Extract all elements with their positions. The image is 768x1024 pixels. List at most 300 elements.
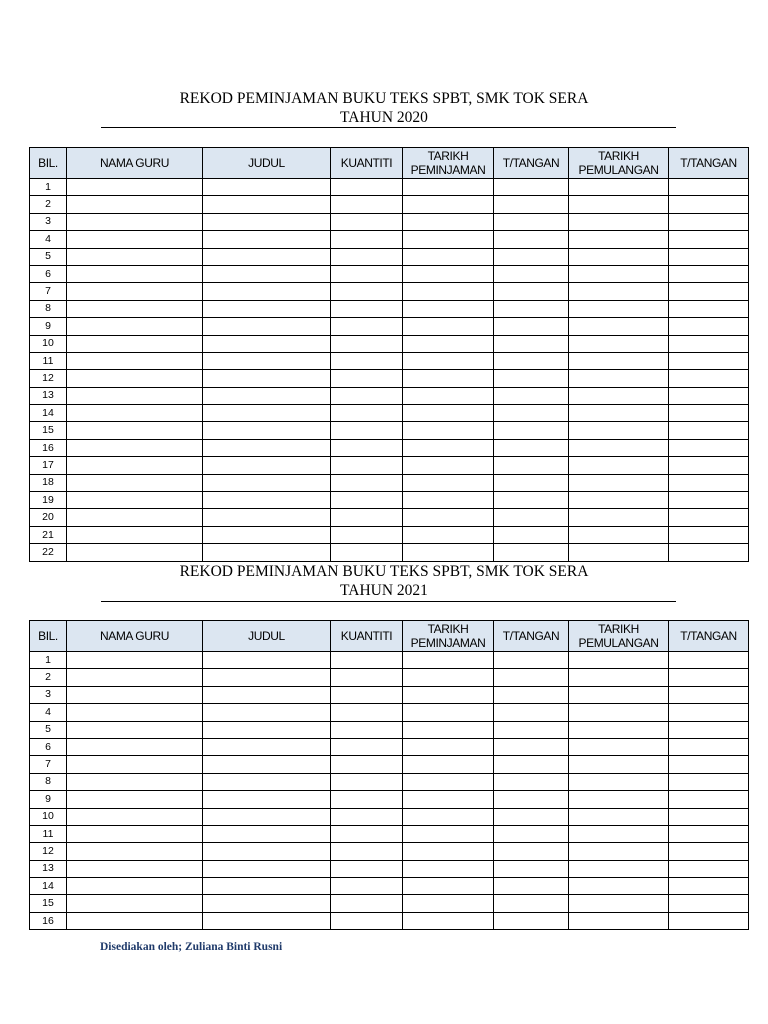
blank-cell <box>669 265 749 282</box>
blank-cell <box>331 704 403 721</box>
blank-cell <box>403 773 494 790</box>
blank-cell <box>203 773 331 790</box>
blank-cell <box>331 405 403 422</box>
blank-cell <box>494 300 569 317</box>
column-header-label: TARIKH <box>427 149 469 163</box>
column-header <box>403 148 494 179</box>
blank-cell <box>669 895 749 912</box>
blank-cell <box>494 248 569 265</box>
blank-cell <box>569 405 669 422</box>
blank-cell <box>403 457 494 474</box>
blank-cell <box>203 283 331 300</box>
row-number: 9 <box>30 318 67 335</box>
blank-cell <box>331 422 403 439</box>
column-header-label: NAMA GURU <box>99 156 170 170</box>
row-number: 12 <box>30 370 67 387</box>
blank-cell <box>669 912 749 929</box>
blank-cell <box>403 179 494 196</box>
blank-cell <box>67 721 203 738</box>
table-row <box>30 248 749 265</box>
blank-cell <box>403 492 494 509</box>
section-title-line2: TAHUN 2020 <box>340 109 428 126</box>
blank-cell <box>403 860 494 877</box>
blank-cell <box>494 843 569 860</box>
blank-cell <box>669 878 749 895</box>
blank-cell <box>403 265 494 282</box>
column-header-label: KUANTITI <box>340 629 393 643</box>
blank-cell <box>403 370 494 387</box>
table-row <box>30 318 749 335</box>
blank-cell <box>669 738 749 755</box>
blank-cell <box>569 439 669 456</box>
blank-cell <box>403 791 494 808</box>
row-number: 12 <box>30 843 67 860</box>
blank-cell <box>331 912 403 929</box>
blank-cell <box>203 526 331 543</box>
blank-cell <box>203 912 331 929</box>
blank-cell <box>403 756 494 773</box>
column-header-label: JUDUL <box>248 156 285 170</box>
blank-cell <box>669 422 749 439</box>
blank-cell <box>403 738 494 755</box>
row-number: 10 <box>30 808 67 825</box>
row-number: 18 <box>30 474 67 491</box>
blank-cell <box>67 213 203 230</box>
blank-cell <box>67 704 203 721</box>
table-row <box>30 509 749 526</box>
blank-cell <box>203 335 331 352</box>
blank-cell <box>67 652 203 669</box>
blank-cell <box>67 738 203 755</box>
blank-cell <box>67 231 203 248</box>
row-number: 15 <box>30 422 67 439</box>
blank-cell <box>569 808 669 825</box>
row-number: 16 <box>30 439 67 456</box>
blank-cell <box>669 248 749 265</box>
blank-cell <box>203 895 331 912</box>
blank-cell <box>403 213 494 230</box>
blank-cell <box>331 352 403 369</box>
row-number: 2 <box>30 669 67 686</box>
column-header-label: TARIKH <box>598 149 639 163</box>
column-header <box>331 621 403 652</box>
blank-cell <box>669 721 749 738</box>
blank-cell <box>569 248 669 265</box>
prepared-by-note: Disediakan oleh; Zuliana Binti Rusni <box>100 941 283 953</box>
row-number: 3 <box>30 686 67 703</box>
blank-cell <box>494 721 569 738</box>
blank-cell <box>203 405 331 422</box>
table-row <box>30 808 749 825</box>
blank-cell <box>331 300 403 317</box>
table-row <box>30 457 749 474</box>
blank-cell <box>569 457 669 474</box>
row-number: 5 <box>30 721 67 738</box>
blank-cell <box>494 860 569 877</box>
blank-cell <box>67 439 203 456</box>
blank-cell <box>331 738 403 755</box>
blank-cell <box>569 721 669 738</box>
blank-cell <box>203 300 331 317</box>
column-header-label: BIL. <box>38 629 58 643</box>
blank-cell <box>569 544 669 561</box>
table-row <box>30 791 749 808</box>
table-header-row <box>30 148 749 179</box>
blank-cell <box>67 808 203 825</box>
row-number: 8 <box>30 300 67 317</box>
blank-cell <box>569 843 669 860</box>
blank-cell <box>67 843 203 860</box>
blank-cell <box>569 509 669 526</box>
table-row <box>30 721 749 738</box>
blank-cell <box>403 895 494 912</box>
blank-cell <box>494 405 569 422</box>
blank-cell <box>403 843 494 860</box>
blank-cell <box>669 669 749 686</box>
blank-cell <box>67 248 203 265</box>
blank-cell <box>331 492 403 509</box>
blank-cell <box>494 895 569 912</box>
blank-cell <box>331 283 403 300</box>
column-header <box>494 148 569 179</box>
blank-cell <box>494 179 569 196</box>
blank-cell <box>331 686 403 703</box>
blank-cell <box>494 773 569 790</box>
column-header <box>403 621 494 652</box>
blank-cell <box>494 387 569 404</box>
blank-cell <box>403 509 494 526</box>
blank-cell <box>403 196 494 213</box>
blank-cell <box>569 335 669 352</box>
blank-cell <box>494 352 569 369</box>
blank-cell <box>67 318 203 335</box>
column-header-label: JUDUL <box>248 629 285 643</box>
table-row <box>30 526 749 543</box>
blank-cell <box>331 773 403 790</box>
blank-cell <box>569 825 669 842</box>
blank-cell <box>669 474 749 491</box>
blank-cell <box>203 422 331 439</box>
blank-cell <box>331 231 403 248</box>
blank-cell <box>331 265 403 282</box>
blank-cell <box>67 370 203 387</box>
blank-cell <box>494 738 569 755</box>
blank-cell <box>331 843 403 860</box>
blank-cell <box>331 825 403 842</box>
blank-cell <box>669 843 749 860</box>
column-header <box>669 148 749 179</box>
column-header-label: TARIKH <box>427 622 469 636</box>
blank-cell <box>331 439 403 456</box>
blank-cell <box>669 509 749 526</box>
blank-cell <box>67 773 203 790</box>
blank-cell <box>403 405 494 422</box>
blank-cell <box>203 439 331 456</box>
column-header <box>203 148 331 179</box>
blank-cell <box>203 843 331 860</box>
row-number: 16 <box>30 912 67 929</box>
row-number: 19 <box>30 492 67 509</box>
row-number: 6 <box>30 738 67 755</box>
blank-cell <box>494 808 569 825</box>
blank-cell <box>403 335 494 352</box>
blank-cell <box>569 686 669 703</box>
column-header-label: PEMINJAMAN <box>410 636 486 650</box>
blank-cell <box>331 248 403 265</box>
blank-cell <box>669 457 749 474</box>
blank-cell <box>569 773 669 790</box>
blank-cell <box>203 474 331 491</box>
blank-cell <box>203 721 331 738</box>
blank-cell <box>331 318 403 335</box>
blank-cell <box>403 878 494 895</box>
blank-cell <box>331 756 403 773</box>
blank-cell <box>331 387 403 404</box>
blank-cell <box>494 318 569 335</box>
blank-cell <box>67 179 203 196</box>
blank-cell <box>569 669 669 686</box>
blank-cell <box>669 526 749 543</box>
blank-cell <box>403 283 494 300</box>
table-row <box>30 544 749 561</box>
table-row <box>30 825 749 842</box>
table-row <box>30 352 749 369</box>
column-header-label: PEMULANGAN <box>578 163 659 177</box>
column-header <box>331 148 403 179</box>
blank-cell <box>669 283 749 300</box>
table-row <box>30 912 749 929</box>
table-row <box>30 492 749 509</box>
blank-cell <box>331 509 403 526</box>
blank-cell <box>331 791 403 808</box>
column-header-label: T/TANGAN <box>680 629 737 643</box>
table-row <box>30 686 749 703</box>
table-row <box>30 283 749 300</box>
row-number: 21 <box>30 526 67 543</box>
blank-cell <box>569 474 669 491</box>
column-header <box>203 621 331 652</box>
column-header <box>30 148 67 179</box>
blank-cell <box>203 318 331 335</box>
blank-cell <box>203 860 331 877</box>
blank-cell <box>494 686 569 703</box>
row-number: 14 <box>30 878 67 895</box>
blank-cell <box>203 492 331 509</box>
blank-cell <box>569 213 669 230</box>
table-row <box>30 756 749 773</box>
blank-cell <box>403 544 494 561</box>
blank-cell <box>494 422 569 439</box>
blank-cell <box>403 652 494 669</box>
column-header-label: T/TANGAN <box>502 156 560 170</box>
blank-cell <box>403 352 494 369</box>
blank-cell <box>331 860 403 877</box>
blank-cell <box>67 860 203 877</box>
blank-cell <box>494 265 569 282</box>
blank-cell <box>494 669 569 686</box>
blank-cell <box>669 756 749 773</box>
blank-cell <box>67 457 203 474</box>
blank-cell <box>669 231 749 248</box>
row-number: 4 <box>30 704 67 721</box>
blank-cell <box>403 686 494 703</box>
blank-cell <box>403 669 494 686</box>
blank-cell <box>494 492 569 509</box>
blank-cell <box>331 213 403 230</box>
blank-cell <box>494 912 569 929</box>
blank-cell <box>203 352 331 369</box>
blank-cell <box>494 335 569 352</box>
blank-cell <box>569 492 669 509</box>
blank-cell <box>67 352 203 369</box>
blank-cell <box>203 265 331 282</box>
blank-cell <box>669 825 749 842</box>
blank-cell <box>569 526 669 543</box>
blank-cell <box>494 213 569 230</box>
row-number: 17 <box>30 457 67 474</box>
table-row <box>30 843 749 860</box>
blank-cell <box>669 773 749 790</box>
blank-cell <box>569 738 669 755</box>
blank-cell <box>569 912 669 929</box>
row-number: 7 <box>30 283 67 300</box>
blank-cell <box>203 370 331 387</box>
table-row <box>30 669 749 686</box>
column-header <box>569 148 669 179</box>
blank-cell <box>569 265 669 282</box>
blank-cell <box>669 652 749 669</box>
blank-cell <box>203 878 331 895</box>
blank-cell <box>403 526 494 543</box>
blank-cell <box>494 231 569 248</box>
column-header <box>669 621 749 652</box>
table-row <box>30 300 749 317</box>
blank-cell <box>67 895 203 912</box>
blank-cell <box>494 196 569 213</box>
blank-cell <box>569 895 669 912</box>
blank-cell <box>67 335 203 352</box>
blank-cell <box>67 912 203 929</box>
blank-cell <box>494 825 569 842</box>
blank-cell <box>569 352 669 369</box>
blank-cell <box>331 895 403 912</box>
blank-cell <box>494 544 569 561</box>
table-row <box>30 213 749 230</box>
blank-cell <box>203 231 331 248</box>
blank-cell <box>331 669 403 686</box>
blank-cell <box>569 179 669 196</box>
blank-cell <box>669 370 749 387</box>
blank-cell <box>203 509 331 526</box>
section-title-line1: REKOD PEMINJAMAN BUKU TEKS SPBT, SMK TOK SERA <box>179 563 589 580</box>
blank-cell <box>569 300 669 317</box>
blank-cell <box>203 738 331 755</box>
table-row <box>30 895 749 912</box>
blank-cell <box>669 544 749 561</box>
row-number: 15 <box>30 895 67 912</box>
blank-cell <box>669 492 749 509</box>
table-row <box>30 860 749 877</box>
table-row <box>30 773 749 790</box>
blank-cell <box>403 825 494 842</box>
blank-cell <box>569 756 669 773</box>
blank-cell <box>569 652 669 669</box>
blank-cell <box>494 283 569 300</box>
blank-cell <box>403 704 494 721</box>
column-header-label: PEMINJAMAN <box>410 163 486 177</box>
table-row <box>30 196 749 213</box>
blank-cell <box>669 335 749 352</box>
column-header <box>494 621 569 652</box>
blank-cell <box>203 544 331 561</box>
blank-cell <box>331 196 403 213</box>
blank-cell <box>203 825 331 842</box>
blank-cell <box>67 387 203 404</box>
blank-cell <box>331 370 403 387</box>
blank-cell <box>403 439 494 456</box>
column-header-label: NAMA GURU <box>99 629 170 643</box>
blank-cell <box>331 474 403 491</box>
blank-cell <box>67 196 203 213</box>
record-table-2020 <box>29 147 749 562</box>
blank-cell <box>67 492 203 509</box>
column-header <box>30 621 67 652</box>
blank-cell <box>669 686 749 703</box>
column-header-label: BIL. <box>38 156 58 170</box>
row-number: 9 <box>30 791 67 808</box>
row-number: 3 <box>30 213 67 230</box>
row-number: 2 <box>30 196 67 213</box>
blank-cell <box>494 509 569 526</box>
blank-cell <box>569 422 669 439</box>
blank-cell <box>669 808 749 825</box>
blank-cell <box>203 387 331 404</box>
blank-cell <box>203 791 331 808</box>
column-header <box>569 621 669 652</box>
blank-cell <box>403 474 494 491</box>
blank-cell <box>203 652 331 669</box>
blank-cell <box>494 439 569 456</box>
blank-cell <box>494 526 569 543</box>
blank-cell <box>67 669 203 686</box>
blank-cell <box>203 756 331 773</box>
blank-cell <box>569 283 669 300</box>
blank-cell <box>403 808 494 825</box>
record-table-2021 <box>29 620 749 930</box>
blank-cell <box>569 704 669 721</box>
blank-cell <box>494 370 569 387</box>
row-number: 22 <box>30 544 67 561</box>
table-row <box>30 878 749 895</box>
blank-cell <box>494 791 569 808</box>
table-row <box>30 405 749 422</box>
table-row <box>30 387 749 404</box>
blank-cell <box>403 248 494 265</box>
row-number: 10 <box>30 335 67 352</box>
blank-cell <box>669 196 749 213</box>
blank-cell <box>203 457 331 474</box>
blank-cell <box>67 526 203 543</box>
blank-cell <box>67 878 203 895</box>
blank-cell <box>331 878 403 895</box>
blank-cell <box>203 248 331 265</box>
blank-cell <box>669 387 749 404</box>
title-divider <box>101 601 676 602</box>
row-number: 6 <box>30 265 67 282</box>
blank-cell <box>669 704 749 721</box>
blank-cell <box>669 213 749 230</box>
blank-cell <box>569 387 669 404</box>
